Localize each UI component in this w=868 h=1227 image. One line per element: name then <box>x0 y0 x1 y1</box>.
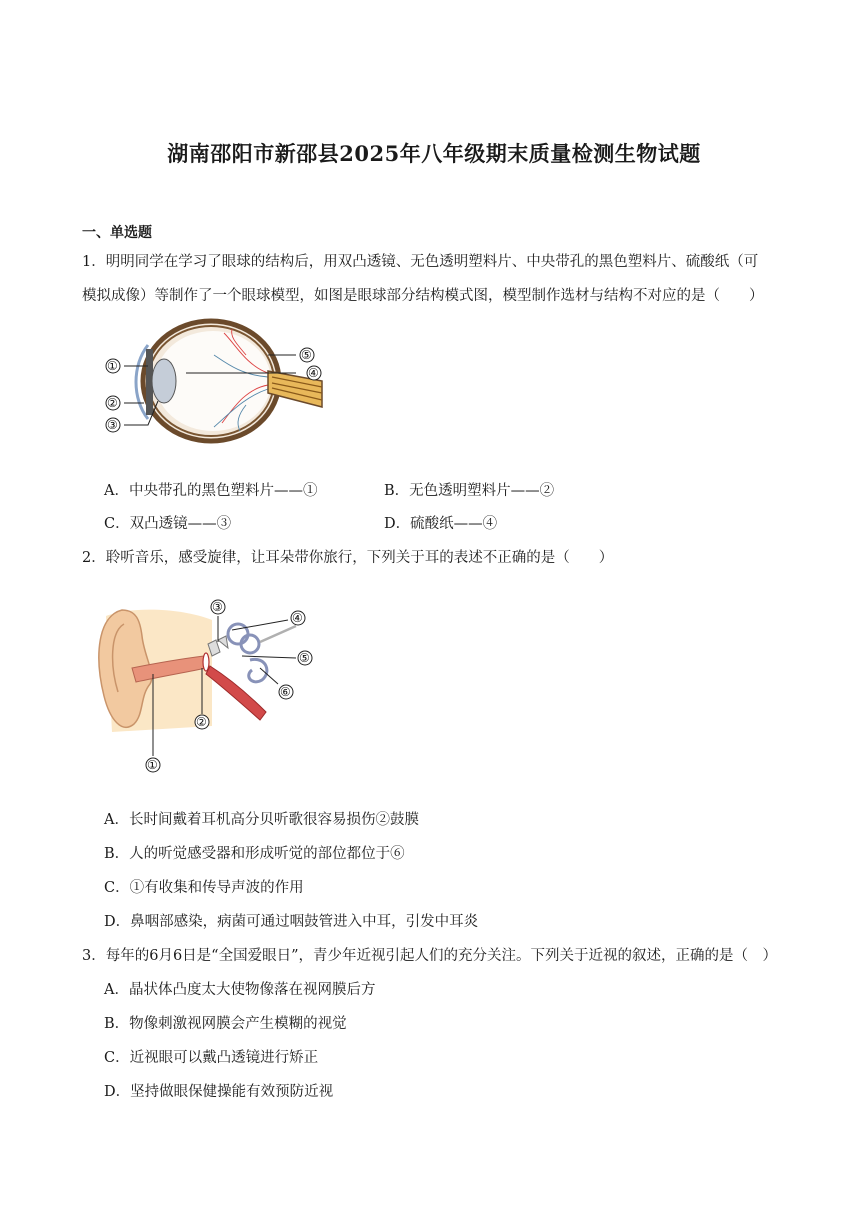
ear-label-4: ④ <box>292 611 303 625</box>
eustachian-tube <box>206 666 266 720</box>
inner-ear <box>228 624 267 682</box>
eye-label-4: ④ <box>308 366 319 380</box>
q1-option-b[interactable]: B．无色透明塑料片——② <box>384 483 555 499</box>
q1-option-d[interactable]: D．硫酸纸——④ <box>384 516 498 532</box>
q2-option-a[interactable]: A．长时间戴着耳机高分贝听歌很容易损伤②鼓膜 <box>104 812 419 828</box>
q2-option-d[interactable]: D．鼻咽部感染，病菌可通过咽鼓管进入中耳，引发中耳炎 <box>104 914 479 930</box>
q3-option-c[interactable]: C．近视眼可以戴凸透镜进行矫正 <box>104 1050 319 1066</box>
ear-label-6: ⑥ <box>280 685 291 699</box>
ear-label-1: ① <box>147 758 158 772</box>
q2-option-b[interactable]: B．人的听觉感受器和形成听觉的部位都位于⑥ <box>104 846 405 862</box>
q2-stem: 2．聆听音乐，感受旋律，让耳朵带你旅行，下列关于耳的表述不正确的是（ ） <box>82 550 614 566</box>
q1-stem-line2: 模拟成像）等制作了一个眼球模型，如图是眼球部分结构模式图，模型制作选材与结构不对应的是（ ） <box>82 288 764 304</box>
ear-label-2: ② <box>196 715 207 729</box>
q3-option-b[interactable]: B．物像刺激视网膜会产生模糊的视觉 <box>104 1016 347 1032</box>
ear-label-5: ⑤ <box>299 651 310 665</box>
eye-diagram <box>96 315 326 450</box>
eardrum <box>203 653 209 671</box>
page-title: 湖南邵阳市新邵县2025年八年级期末质量检测生物试题 <box>167 141 701 166</box>
q3-option-a[interactable]: A．晶状体凸度太大使物像落在视网膜后方 <box>104 982 376 998</box>
q3-option-d[interactable]: D．坚持做眼保健操能有效预防近视 <box>104 1084 334 1100</box>
section-heading: 一、单选题 <box>82 225 152 241</box>
q1-option-a[interactable]: A．中央带孔的黑色塑料片——① <box>104 483 318 499</box>
q3-stem: 3．每年的6月6日是“全国爱眼日”，青少年近视引起人们的充分关注。下列关于近视的叙述，正确的是（ ） <box>82 948 777 964</box>
ear-diagram <box>92 596 322 776</box>
q2-option-c[interactable]: C．①有收集和传导声波的作用 <box>104 880 304 896</box>
eye-label-2: ② <box>107 396 118 410</box>
eye-label-3: ③ <box>107 418 118 432</box>
q1-option-c[interactable]: C．双凸透镜——③ <box>104 516 232 532</box>
ear-label-3: ③ <box>212 600 223 614</box>
q1-stem-line1: 1．明明同学在学习了眼球的结构后，用双凸透镜、无色透明塑料片、中央带孔的黑色塑料片、硫酸纸（可 <box>82 254 759 270</box>
eye-label-5: ⑤ <box>301 348 312 362</box>
eye-label-1: ① <box>107 359 118 373</box>
eye-lens <box>152 359 176 403</box>
